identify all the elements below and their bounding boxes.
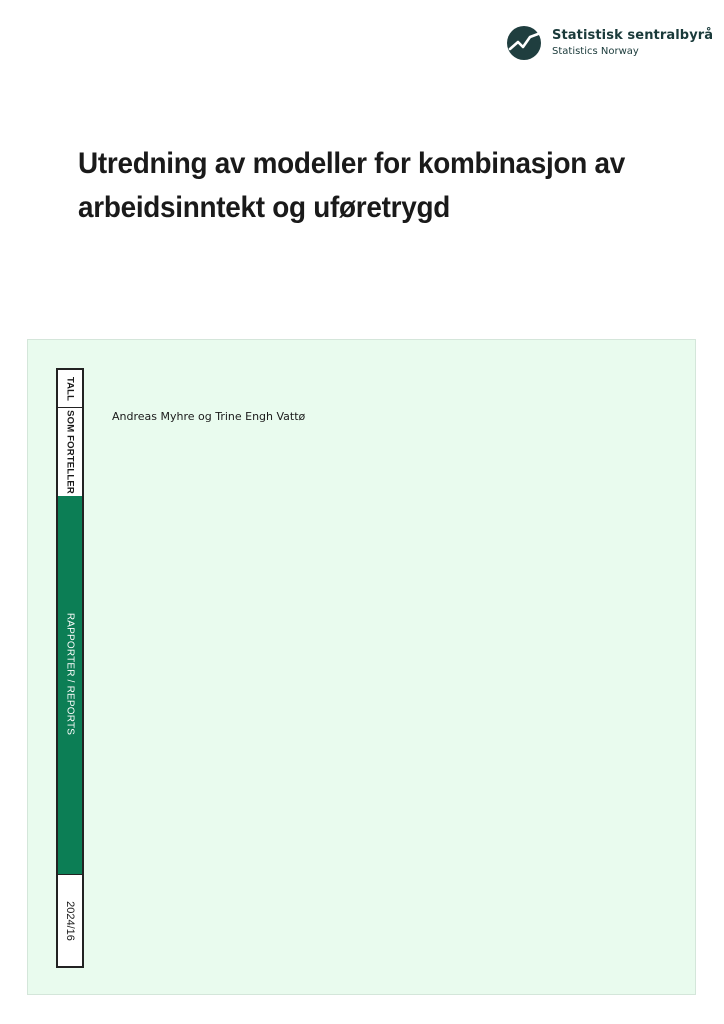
spine-number-segment (58, 875, 82, 966)
report-title-line1: Utredning av modeller for kombinasjon av (78, 147, 625, 180)
spine-som-forteller-segment (58, 407, 82, 497)
spine-series-label: RAPPORTER / REPORTS (64, 612, 76, 735)
ssb-logo (507, 26, 714, 62)
spine-number-label: 2024/16 (64, 900, 76, 941)
brand-name: Statistisk sentralbyrå (552, 28, 714, 43)
spine-tall-label: TALL (64, 376, 76, 401)
spine-som-forteller-label: SOM FORTELLER (64, 409, 76, 494)
cover-panel (27, 339, 696, 995)
spine-strip (56, 368, 84, 968)
ssb-logo-icon (507, 26, 541, 60)
spine-tall-segment (58, 370, 82, 408)
brand-subtitle: Statistics Norway (552, 46, 639, 57)
report-authors: Andreas Myhre og Trine Engh Vattø (112, 410, 306, 423)
spine-series-segment (58, 496, 82, 875)
report-title (78, 142, 636, 230)
report-title-line2: arbeidsinntekt og uføretrygd (78, 191, 450, 224)
